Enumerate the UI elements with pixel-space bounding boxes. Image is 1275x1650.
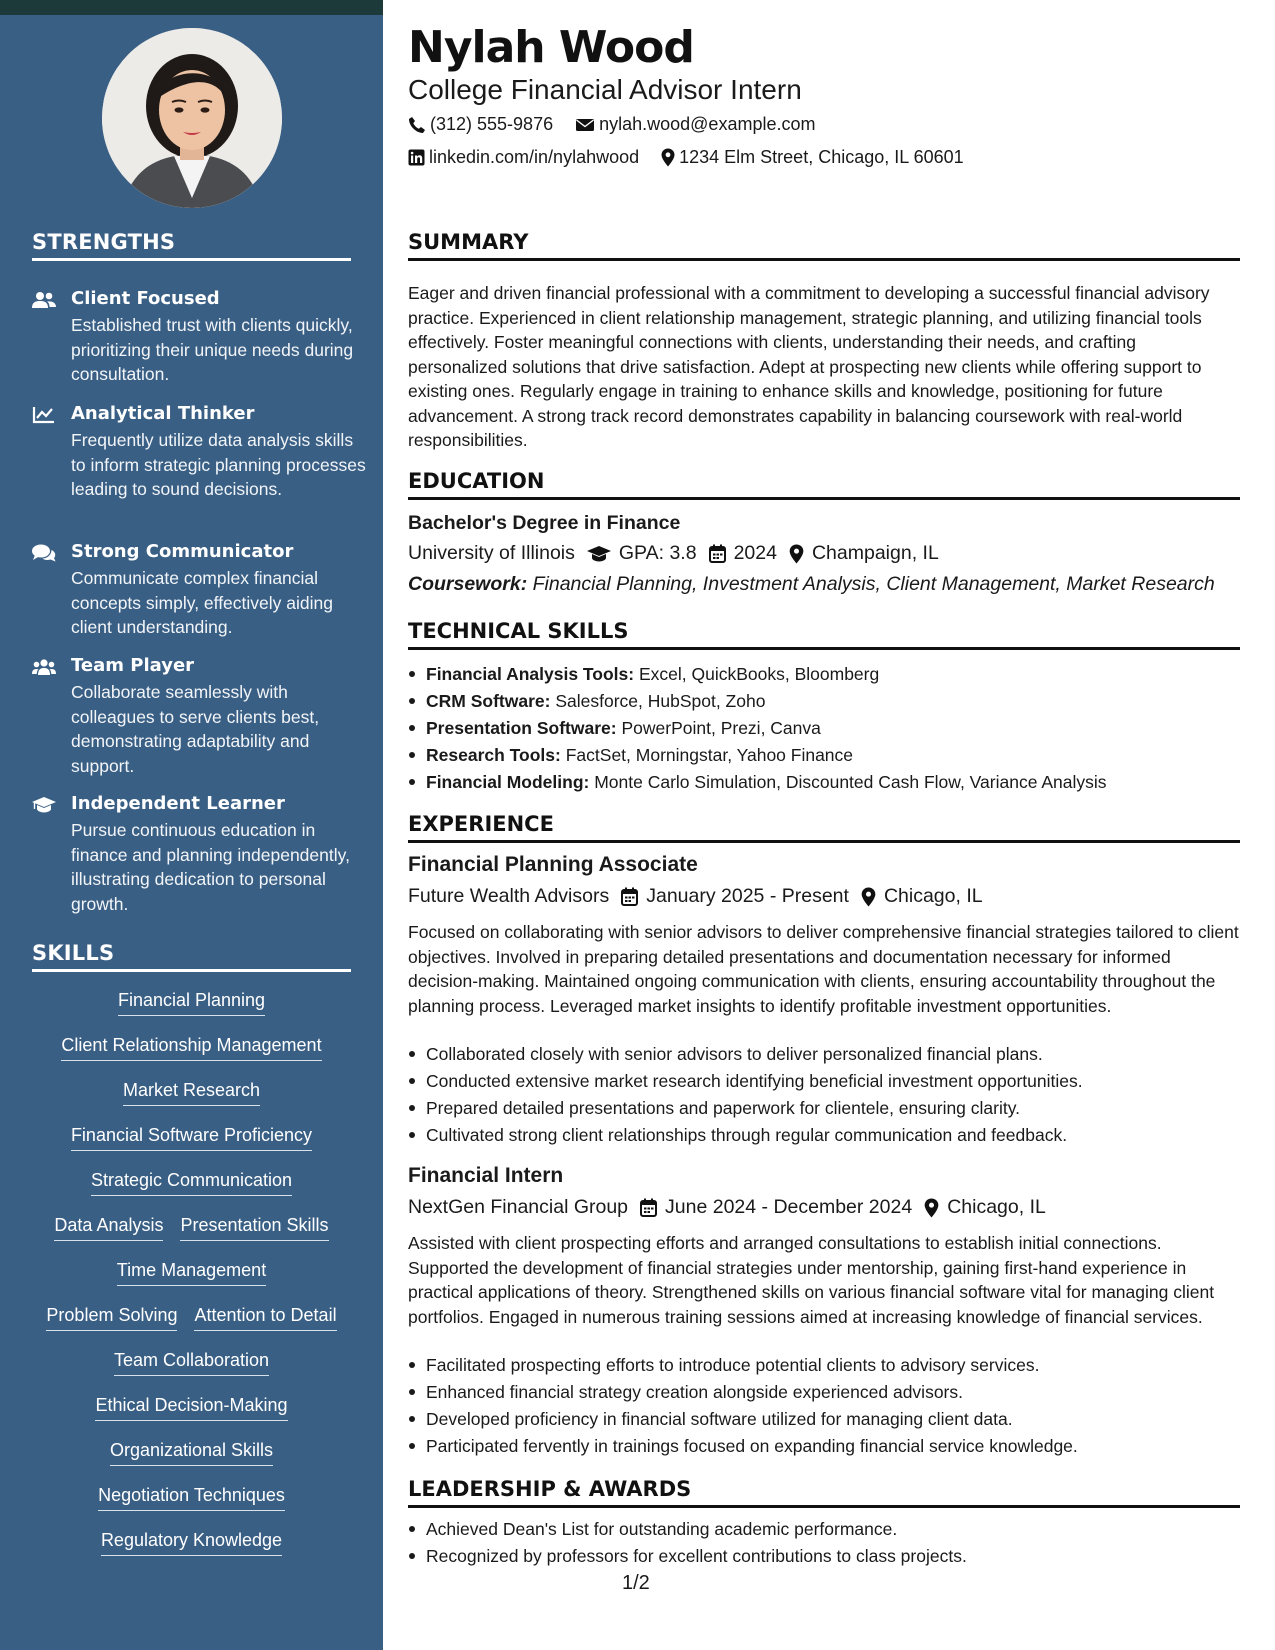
education-heading: EDUCATION [408, 469, 1240, 500]
list-item: Research Tools: FactSet, Morningstar, Yahoo Finance [426, 742, 1240, 769]
education-year: 2024 [733, 542, 777, 564]
skills-row [32, 1213, 351, 1241]
job-company: Future Wealth Advisors [408, 885, 610, 907]
education-location: Champaign, IL [811, 542, 939, 564]
technical-skills-heading: TECHNICAL SKILLS [408, 619, 1240, 650]
strength-description: Collaborate seamlessly with colleagues to serve clients best, demonstrating adaptability and support. [71, 682, 320, 776]
graduation-cap-icon [587, 545, 611, 563]
chart-line-icon [32, 406, 56, 424]
skill-tag: Financial Software Proficiency [71, 1123, 312, 1151]
list-item: Presentation Software: PowerPoint, Prezi, Canva [426, 715, 1240, 742]
job-bullets [426, 1352, 1240, 1460]
page-number: 1/2 [622, 1572, 650, 1594]
map-pin-icon [924, 1198, 939, 1218]
skills-row [32, 1528, 351, 1556]
list-item: Achieved Dean's List for outstanding academic performance. [426, 1516, 1240, 1543]
envelope-icon [575, 117, 595, 133]
contact-linkedin[interactable] [408, 147, 639, 168]
skill-tag: Market Research [123, 1078, 260, 1106]
job-meta [408, 885, 983, 908]
job-description: Assisted with client prospecting efforts and arranged consultations to establish initial connections. Supported the development of financial strategies under mentorship, gaining first-hand experience in practical applications of theory. Strengthened skills on various financial software vital for managing client portfolios. Engaged in numerous training sessions aimed at increasing knowledge of financial services. [408, 1233, 1215, 1327]
job-dates: January 2025 - Present [646, 885, 849, 907]
job-title: Financial Intern [408, 1164, 564, 1187]
education-gpa: GPA: 3.8 [618, 542, 697, 564]
education-school: University of Illinois [408, 542, 575, 564]
strength-title: Independent Learner [71, 793, 285, 814]
skills-row [32, 1303, 351, 1331]
strength-description: Frequently utilize data analysis skills to inform strategic planning processes leading to sound decisions. [71, 430, 366, 499]
skills-row [32, 1168, 351, 1196]
skill-tag: Financial Planning [118, 988, 265, 1016]
graduation-cap-icon [32, 796, 56, 814]
summary-heading: SUMMARY [408, 230, 1240, 261]
strength-description: Pursue continuous education in finance and planning independently, illustrating dedication to personal growth. [71, 820, 350, 914]
comments-icon [32, 544, 56, 562]
users-icon [32, 291, 56, 309]
skill-tag: Regulatory Knowledge [101, 1528, 282, 1556]
skill-tag: Data Analysis [54, 1213, 163, 1241]
list-item: Recognized by professors for excellent contributions to class projects. [426, 1543, 1240, 1570]
list-item: Financial Modeling: Monte Carlo Simulation, Discounted Cash Flow, Variance Analysis [426, 769, 1240, 796]
job-meta [408, 1196, 1046, 1219]
calendar-icon [621, 887, 638, 906]
map-pin-icon [861, 887, 876, 907]
list-item: Developed proficiency in financial software utilized for managing client data. [426, 1406, 1240, 1433]
contact-address [661, 147, 964, 168]
candidate-role: College Financial Advisor Intern [408, 74, 802, 105]
list-item: Enhanced financial strategy creation alongside experienced advisors. [426, 1379, 1240, 1406]
education-coursework [408, 573, 1215, 596]
job-location: Chicago, IL [947, 1196, 1046, 1218]
list-item: Participated fervently in trainings focused on expanding financial service knowledge. [426, 1433, 1240, 1460]
skill-tag: Time Management [117, 1258, 266, 1286]
contact-row [408, 114, 837, 135]
list-item: Facilitated prospecting efforts to introduce potential clients to advisory services. [426, 1352, 1240, 1379]
list-item: Prepared detailed presentations and paperwork for clientele, ensuring clarity. [426, 1095, 1240, 1122]
contact-email[interactable] [575, 114, 815, 135]
job-description: Focused on collaborating with senior advisors to deliver comprehensive financial strategies tailored to client objectives. Involved in preparing detailed presentations and documentation necessary for informed decision-making. Maintained ongoing communication with clients, ensuring accountability throughout the planning process. Leveraged market insights to identify profitable investment opportunities. [408, 922, 1239, 1016]
skill-tag: Ethical Decision-Making [95, 1393, 287, 1421]
skill-tag: Client Relationship Management [61, 1033, 321, 1061]
list-item: Collaborated closely with senior advisors to deliver personalized financial plans. [426, 1041, 1240, 1068]
summary-text: Eager and driven financial professional with a commitment to developing a successful financial advisory practice. Experienced in client relationship management, strategic planning, and utilizing financial tools effectively. Foster meaningful connections with clients, understanding their needs, and crafting personalized solutions that drive satisfaction. Adept at prospecting new clients while offering support to existing ones. Regularly engage in training to enhance skills and knowledge, positioning for future advancement. A strong track record demonstrates capability in balancing coursework with real-world responsibilities. [408, 283, 1210, 450]
strength-description: Established trust with clients quickly, prioritizing their unique needs during consultation. [71, 315, 354, 384]
phone-icon [408, 116, 426, 134]
coursework-text: Financial Planning, Investment Analysis, Client Management, Market Research [532, 573, 1215, 595]
email-text: nylah.wood@example.com [599, 114, 816, 134]
people-group-icon [32, 658, 56, 676]
contact-row [408, 147, 986, 168]
skills-row [32, 1033, 351, 1061]
strength-description: Communicate complex financial concepts simply, effectively aiding client understanding. [71, 568, 333, 637]
list-item: Cultivated strong client relationships through regular communication and feedback. [426, 1122, 1240, 1149]
map-pin-icon [789, 544, 804, 564]
strength-title: Strong Communicator [71, 541, 294, 562]
address-text: 1234 Elm Street, Chicago, IL 60601 [679, 147, 964, 167]
strength-title: Client Focused [71, 288, 220, 309]
job-company: NextGen Financial Group [408, 1196, 629, 1218]
skills-row [32, 1123, 351, 1151]
candidate-name: Nylah Wood [408, 22, 694, 73]
skills-row [32, 1438, 351, 1466]
job-bullets [426, 1041, 1240, 1149]
skills-row [32, 1078, 351, 1106]
skill-tag: Negotiation Techniques [98, 1483, 285, 1511]
skill-tag: Problem Solving [46, 1303, 177, 1331]
skill-tag: Strategic Communication [91, 1168, 292, 1196]
contact-phone[interactable] [408, 114, 553, 135]
education-degree: Bachelor's Degree in Finance [408, 512, 681, 534]
strength-title: Analytical Thinker [71, 403, 255, 424]
job-dates: June 2024 - December 2024 [665, 1196, 913, 1218]
coursework-label: Coursework: [408, 573, 528, 595]
map-pin-icon [661, 148, 675, 167]
technical-skills-list [426, 661, 1240, 796]
main-content [408, 0, 1240, 1650]
skills-row [32, 1258, 351, 1286]
leadership-heading: LEADERSHIP & AWARDS [408, 1477, 1240, 1508]
phone-text: (312) 555-9876 [430, 114, 554, 134]
skills-row [32, 988, 351, 1016]
experience-heading: EXPERIENCE [408, 812, 1240, 843]
profile-photo [102, 28, 282, 208]
strength-title: Team Player [71, 655, 195, 676]
skill-tag: Organizational Skills [110, 1438, 273, 1466]
skill-tag: Presentation Skills [180, 1213, 328, 1241]
list-item: CRM Software: Salesforce, HubSpot, Zoho [426, 688, 1240, 715]
job-location: Chicago, IL [883, 885, 983, 907]
skills-row [32, 1483, 351, 1511]
leadership-list [426, 1516, 1240, 1570]
skills-heading: SKILLS [32, 941, 351, 972]
education-meta [408, 542, 939, 565]
list-item: Financial Analysis Tools: Excel, QuickBooks, Bloomberg [426, 661, 1240, 688]
strengths-heading: STRENGTHS [32, 230, 351, 261]
calendar-icon [640, 1198, 657, 1217]
skill-tag: Team Collaboration [114, 1348, 269, 1376]
skills-row [32, 1348, 351, 1376]
job-title: Financial Planning Associate [408, 853, 698, 876]
calendar-icon [709, 544, 726, 563]
sidebar [0, 0, 383, 1650]
linkedin-text: linkedin.com/in/nylahwood [429, 147, 640, 167]
list-item: Conducted extensive market research identifying beneficial investment opportunities. [426, 1068, 1240, 1095]
sidebar-top-bar [0, 0, 383, 15]
linkedin-icon [408, 149, 425, 166]
skill-tag: Attention to Detail [194, 1303, 336, 1331]
skills-row [32, 1393, 351, 1421]
